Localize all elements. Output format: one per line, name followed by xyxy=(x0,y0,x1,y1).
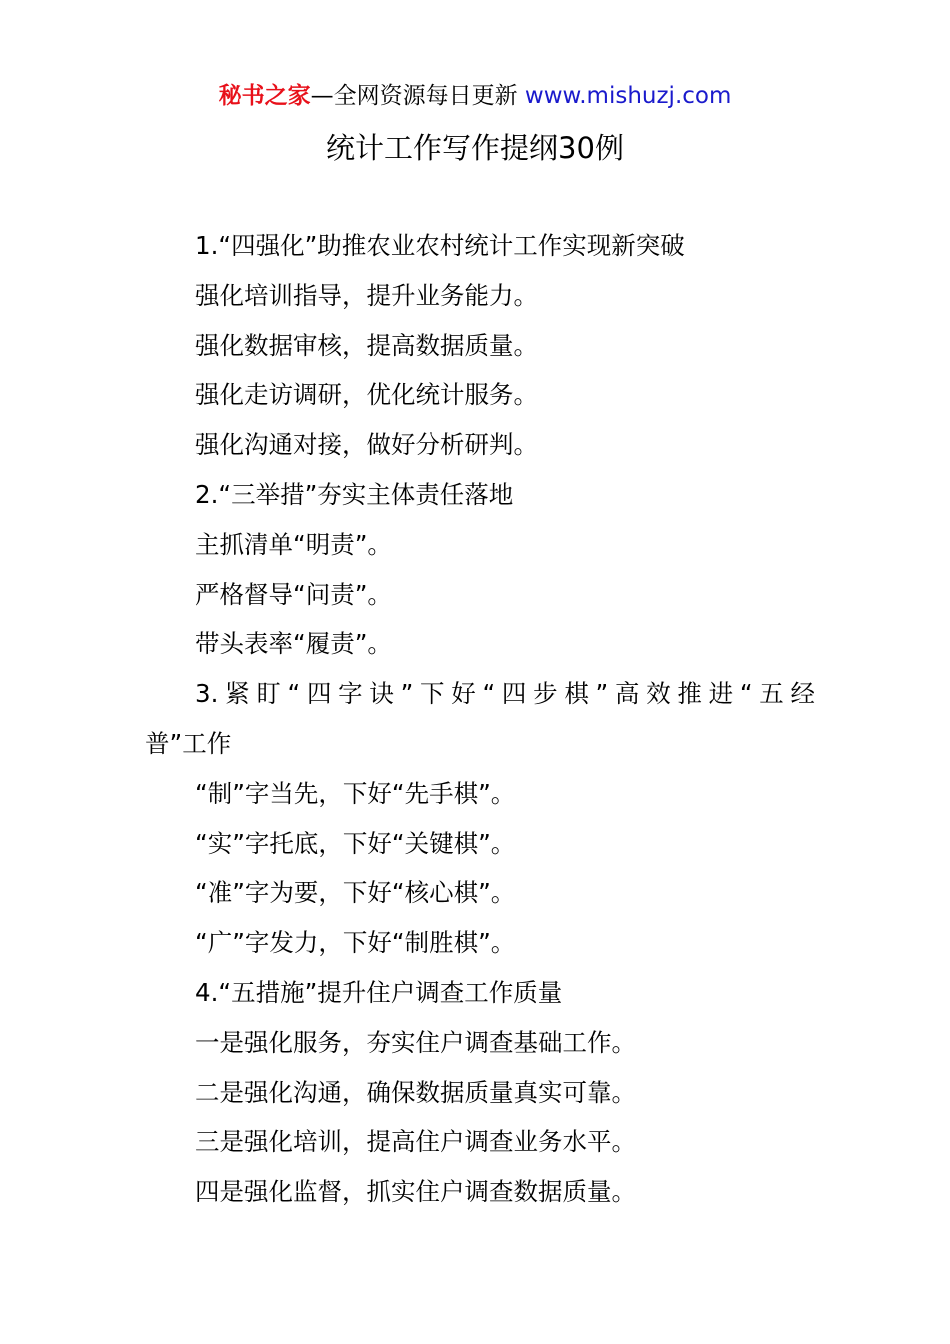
body-line: “广”字发力，下好“制胜棋”。 xyxy=(195,928,516,958)
body-line: 一是强化服务，夯实住户调查基础工作。 xyxy=(195,1027,636,1057)
body-line: 四是强化监督，抓实住户调查数据质量。 xyxy=(195,1177,636,1207)
section-heading-1: 1.“四强化”助推农业农村统计工作实现新突破 xyxy=(195,231,685,260)
document-body xyxy=(145,226,815,1222)
body-line: 严格督导“问责”。 xyxy=(195,579,392,609)
body-line: “实”字托底，下好“关键棋”。 xyxy=(195,828,516,858)
body-line: 强化沟通对接，做好分析研判。 xyxy=(195,430,538,460)
body-line: “制”字当先，下好“先手棋”。 xyxy=(195,778,516,808)
body-line: “准”字为要，下好“核心棋”。 xyxy=(195,878,516,908)
body-line: 强化走访调研，优化统计服务。 xyxy=(195,380,538,410)
body-line: 主抓清单“明责”。 xyxy=(195,529,392,559)
section-heading-3-continued: 普”工作 xyxy=(145,728,232,758)
brand-name: 秘书之家 xyxy=(218,83,311,109)
section-heading-2: 2.“三举措”夯实主体责任落地 xyxy=(195,479,514,509)
section-heading-4: 4.“五措施”提升住户调查工作质量 xyxy=(195,977,563,1007)
document-title: 统计工作写作提纲30例 xyxy=(326,131,624,165)
body-line: 强化培训指导，提升业务能力。 xyxy=(195,280,538,310)
site-url-link[interactable]: www.mishuzj.com xyxy=(524,83,732,109)
body-line: 带头表率“履责”。 xyxy=(195,629,392,659)
section-heading-3: 3.紧盯“四字诀”下好“四步棋”高效推进“五经 xyxy=(195,679,815,709)
body-line: 二是强化沟通，确保数据质量真实可靠。 xyxy=(195,1077,636,1107)
site-header xyxy=(0,80,950,112)
body-line: 三是强化培训，提高住户调查业务水平。 xyxy=(195,1127,636,1157)
header-tagline: —全网资源每日更新 xyxy=(310,83,525,109)
body-line: 强化数据审核，提高数据质量。 xyxy=(195,330,538,360)
